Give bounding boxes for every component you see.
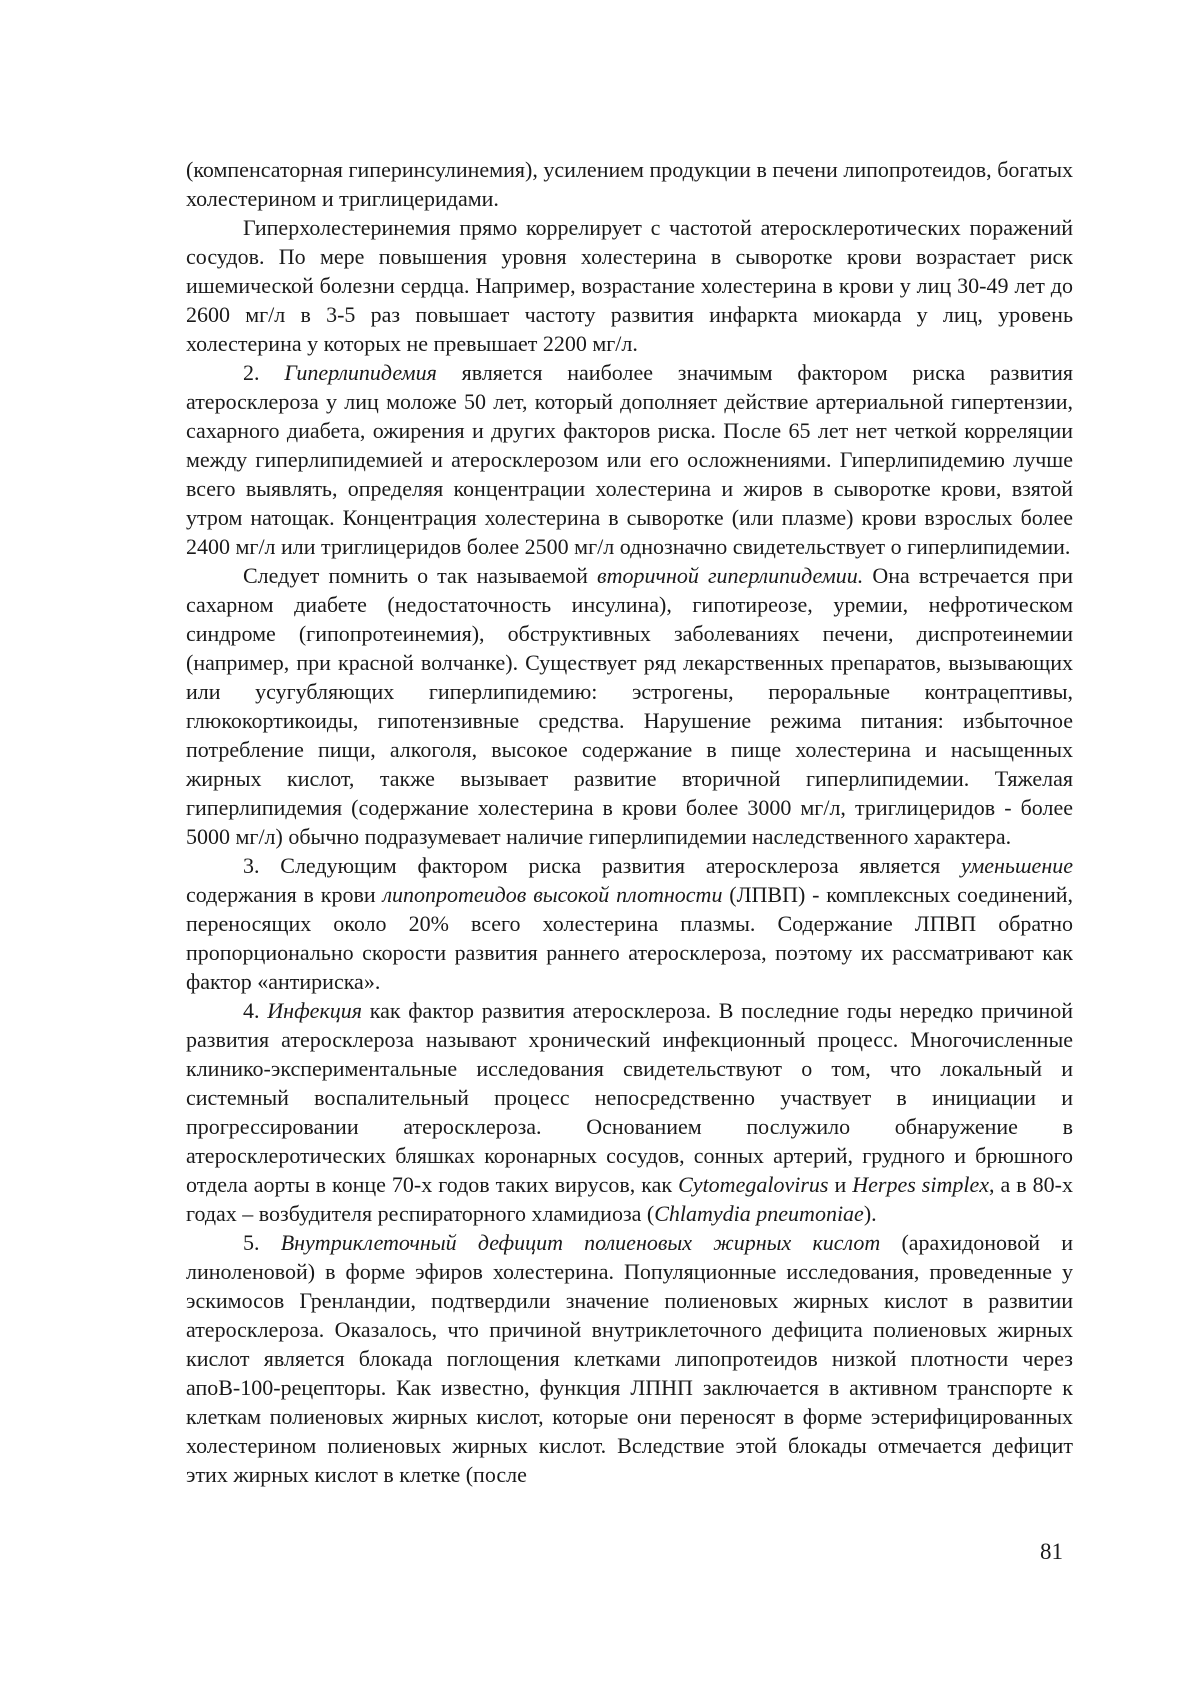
italic-term: Внутриклеточный дефицит полиеновых жирных кислот (280, 1230, 881, 1255)
paragraph-p3 (186, 561, 1073, 851)
paragraph-p4 (186, 851, 1073, 996)
page-number: 81 (1040, 1539, 1063, 1564)
text-run: Гиперхолестеринемия прямо коррелирует с частотой атеросклеротических поражений сосудов. По мере повышения уровня холестерина в сыворотке крови возрастает риск ишемической болезни сердца. Например, возрастание холестерина в крови у лиц 30-49 лет до 2600 мг/л в 3-5 раз повышает частоту развития инфаркта миокарда у лиц, уровень холестерина у которых не превышает 2200 мг/л. (186, 215, 1073, 356)
page-body (186, 155, 1073, 1489)
text-run: содержания в крови (186, 882, 383, 907)
text-run: Следует помнить о так называемой (243, 563, 598, 588)
italic-term: Chlamydia pneumoniae (654, 1201, 864, 1226)
italic-term: уменьшение (961, 853, 1073, 878)
italic-term: липопротеидов высокой плотности (382, 882, 723, 907)
text-run: 5. (243, 1230, 281, 1255)
text-run: 4. (243, 998, 268, 1023)
italic-term: вторичной гиперлипидемии. (597, 563, 864, 588)
text-run: ). (863, 1201, 877, 1226)
text-run: (арахидоновой и линоленовой) в форме эфиров холестерина. Популяционные исследования, проведенные у эскимосов Гренландии, подтвердили значение полиеновых жирных кислот в развитии атеросклероза. Оказалось, что причиной внутриклеточного дефицита полиеновых жирных кислот является блокада поглощения клетками липопротеидов низкой плотности через апоВ-100-рецепторы. Как известно, функция ЛПНП заключается в активном транспорте к клеткам полиеновых жирных кислот, которые они переносят в форме эстерифицированных холестерином полиеновых жирных кислот. Вследствие этой блокады отмечается дефицит этих жирных кислот в клетке (после (186, 1230, 1074, 1487)
text-run: Она встречается при сахарном диабете (недостаточность инсулина), гипотиреозе, уремии, нефротическом синдроме (гипопротеинемия), обструктивных заболеваниях печени, диспротеинемии (например, при красной волчанке). Существует ряд лекарственных препаратов, вызывающих или усугубляющих гиперлипидемию: эстрогены, пероральные контрацептивы, глюкокортикоиды, гипотензивные средства. Нарушение режима питания: избыточное потребление пищи, алкоголя, высокое содержание в пище холестерина и насыщенных жирных кислот, также вызывает развитие вторичной гиперлипидемии. Тяжелая гиперлипидемия (содержание холестерина в крови более 3000 мг/л, триглицеридов - более 5000 мг/л) обычно подразумевает наличие гиперлипидемии наследственного характера. (186, 563, 1073, 849)
paragraph-p0 (186, 155, 1073, 213)
text-run: (ЛПВП) - комплексных соединений, переносящих около 20% всего холестерина плазмы. Содержание ЛПВП обратно пропорционально скорости развития раннего атеросклероза, поэтому их рассматривают как фактор «антириска». (186, 882, 1073, 994)
italic-term: Гиперлипидемия (284, 360, 437, 385)
paragraph-p6 (186, 1228, 1073, 1489)
italic-term: Herpes simplex (852, 1172, 989, 1197)
text-run: , а в 80-х годах – возбудителя респираторного хламидиоза ( (186, 1172, 1073, 1226)
italic-term: Cytomegalovirus (678, 1172, 829, 1197)
text-run: (компенсаторная гиперинсулинемия), усилением продукции в печени липопротеидов, богатых холестерином и триглицеридами. (186, 157, 1073, 211)
text-run: 2. (243, 360, 285, 385)
paragraph-p2 (186, 358, 1073, 561)
text-run: как фактор развития атеросклероза. В последние годы нередко причиной развития атеросклероза называют хронический инфекционный процесс. Многочисленные клинико-экспериментальные исследования свидетельствуют о том, что локальный и системный воспалительный процесс непосредственно участвует в инициации и прогрессировании атеросклероза. Основанием послужило обнаружение в атеросклеротических бляшках коронарных сосудов, сонных артерий, грудного и брюшного отдела аорты в конце 70-х годов таких вирусов, как (186, 998, 1073, 1197)
paragraph-p1 (186, 213, 1073, 358)
text-run: является наиболее значимым фактором риска развития атеросклероза у лиц моложе 50 лет, который дополняет действие артериальной гипертензии, сахарного диабета, ожирения и других факторов риска. После 65 лет нет четкой корреляции между гиперлипидемией и атеросклерозом или его осложнениями. Гиперлипидемию лучше всего выявлять, определяя концентрации холестерина и жиров в сыворотке крови, взятой утром натощак. Концентрация холестерина в сыворотке (или плазме) крови взрослых более 2400 мг/л или триглицеридов более 2500 мг/л однозначно свидетельствует о гиперлипидемии. (186, 360, 1074, 559)
italic-term: Инфекция (267, 998, 362, 1023)
text-run: 3. Следующим фактором риска развития атеросклероза является (243, 853, 961, 878)
text-run: и (828, 1172, 853, 1197)
paragraph-p5 (186, 996, 1073, 1228)
